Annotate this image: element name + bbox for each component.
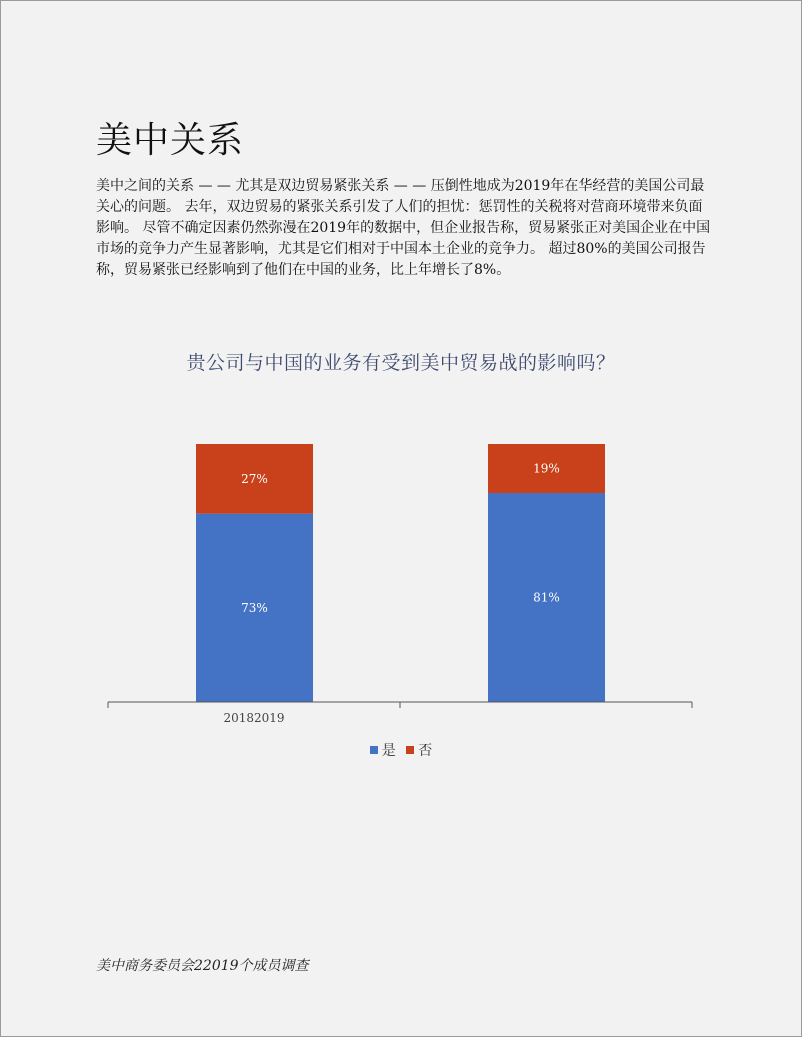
data-label-2018-yes: 73%: [241, 600, 268, 615]
data-label-2019-yes: 81%: [533, 590, 560, 605]
data-label-2019-no: 19%: [533, 461, 560, 476]
page-heading: 美中关系: [96, 120, 245, 161]
data-label-2018-no: 27%: [241, 471, 268, 486]
legend-label-no: 否: [418, 743, 433, 759]
legend-item-no: [406, 740, 432, 760]
legend-label-yes: 是: [381, 743, 396, 759]
intro-paragraph: 美中之间的关系 — — 尤其是双边贸易紧张关系 — — 压倒性地成为2019年在华经营的美国公司最关心的问题。 去年，双边贸易的紧张关系引发了人们的担忧：惩罚性的关税将对营商环境带来负面影响。 尽管不确定因素仍然弥漫在2019年的数据中，但企业报告称，贸易紧张正对美国企业在中国市场的竞争力产生显著影响，尤其是它们相对于中国本土企业的竞争力。 超过80%的美国公司报告称，贸易紧张已经影响到了他们在中国的业务，比上年增长了8%。: [96, 178, 711, 278]
chart-legend: [0, 740, 802, 760]
chart-title: 贵公司与中国的业务有受到美中贸易战的影响吗？: [186, 352, 616, 374]
stacked-bar-chart: [0, 420, 802, 730]
legend-swatch-no: [406, 746, 414, 754]
x-tick-label: 20182019: [223, 711, 285, 725]
legend-swatch-yes: [370, 746, 378, 754]
legend-item-yes: [370, 740, 396, 760]
source-footnote: 美中商务委员会22019个成员调查: [96, 958, 309, 974]
